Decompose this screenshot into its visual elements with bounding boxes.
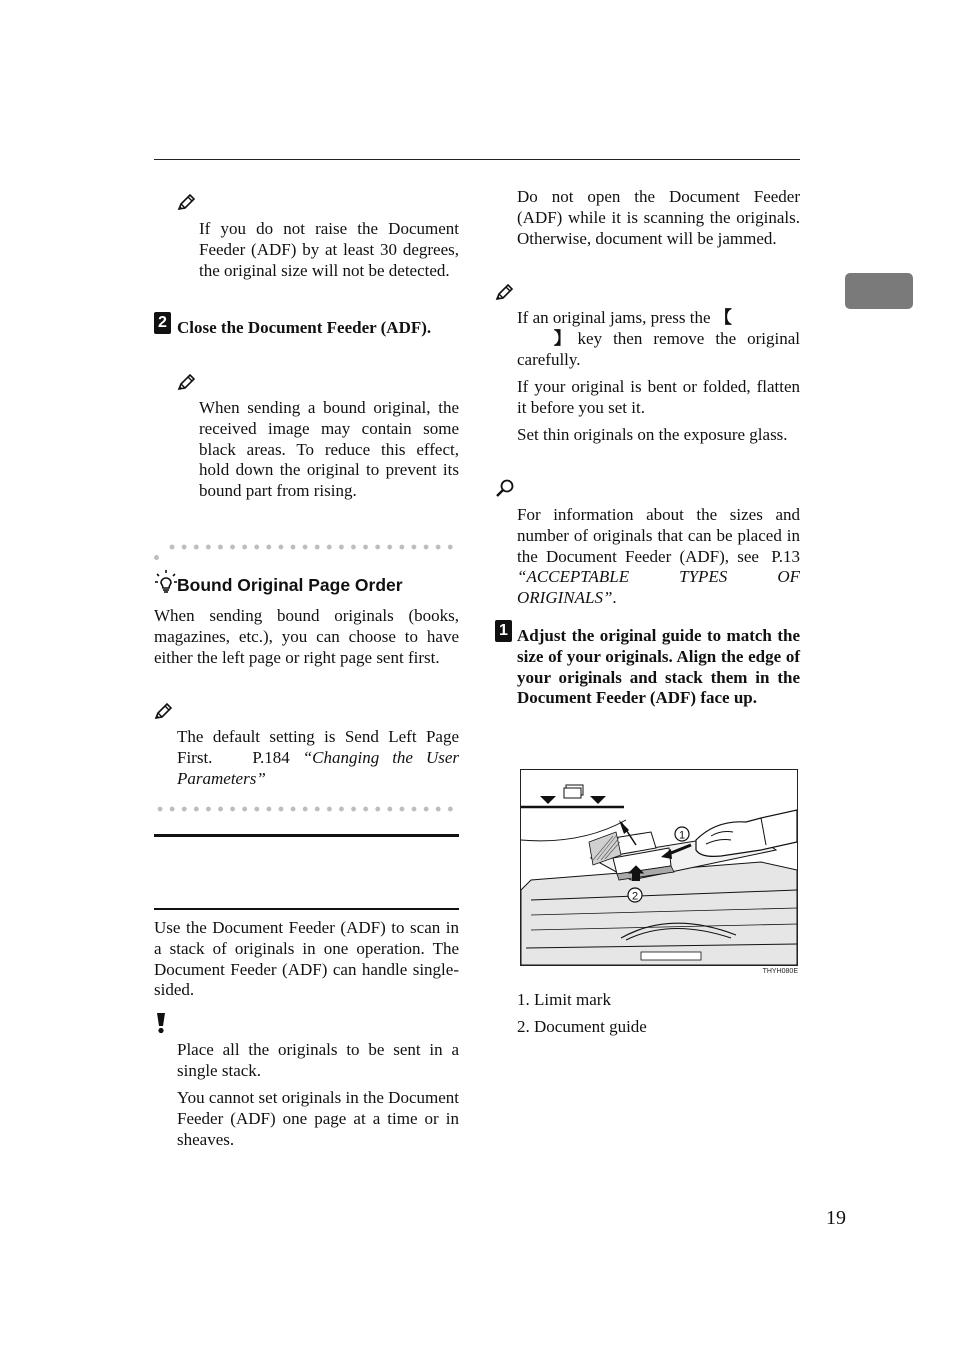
legend-item: 2. Document guide <box>517 1017 647 1036</box>
limitation-icon <box>154 1012 168 1034</box>
reference-text: For information about the sizes and number of originals that can be placed in the Document Feeder (ADF), see P.13 “ACCEPTABLE TYPES OF ORIGINALS”. <box>517 505 801 608</box>
note-pencil-icon <box>177 374 195 391</box>
adf-drawing <box>521 770 797 965</box>
tip-note <box>177 727 459 789</box>
tip-body: When sending bound originals (books, magazines, etc.), you can choose to have either the left page or right page sent first. <box>154 606 459 667</box>
callout-2: 2 <box>631 890 639 903</box>
jam-note-line2 <box>517 329 800 371</box>
note-text: When sending a bound original, the received image may contain some black areas. To reduce this effect, hold down the original to prevent its bound part from rising. <box>199 398 459 501</box>
note-text: If your original is bent or folded, flatten it before you set it. <box>517 377 800 417</box>
page-ref: P.13 <box>771 546 801 566</box>
page-ref: P.184 <box>252 747 290 767</box>
step-instruction: Close the Document Feeder (ADF). <box>177 318 432 337</box>
tip-bottom-border <box>154 806 459 812</box>
jam-note-line1 <box>517 308 800 329</box>
figure-code: THYH080E <box>762 968 798 975</box>
tip-note-text: The default setting is Send Left Page First. <box>177 727 459 767</box>
key-bracket-close-icon: 】 <box>547 329 578 348</box>
header-rule <box>154 159 800 160</box>
note-pencil-icon <box>495 284 513 301</box>
tip-lightbulb-icon <box>154 569 178 595</box>
important-text: Do not open the Document Feeder (ADF) while it is scanning the originals. Otherwise, document will be jammed. <box>517 187 800 248</box>
reference-magnifier-icon <box>495 478 515 498</box>
step-number: 2 <box>154 312 171 334</box>
key-bracket-open-icon: 【 <box>714 308 732 327</box>
section-rule-bottom <box>154 908 459 910</box>
jam-note-start: If an original jams, press the <box>517 308 711 327</box>
note-text: If you do not raise the Document Feeder (ADF) by at least 30 degrees, the original size will not be detected. <box>199 219 459 280</box>
section-rule-top <box>154 834 459 837</box>
jam-note-end: key then remove the original carefully. <box>517 329 801 369</box>
cross-reference-link[interactable]: “Changing the User Parameters” <box>177 747 460 788</box>
tip-top-border <box>166 544 459 550</box>
chapter-tab <box>845 273 913 309</box>
step-instruction: Adjust the original guide to match the size of your originals. Align the edge of your originals and stack them in the Document Feeder (ADF) face up. <box>517 626 800 708</box>
page-number: 19 <box>826 1207 846 1229</box>
tip-title: Bound Original Page Order <box>177 575 403 595</box>
cross-reference-link[interactable]: “ACCEPTABLE TYPES OF ORIGINALS” <box>517 567 800 608</box>
limitation-text: You cannot set originals in the Document Feeder (ADF) one page at a time or in sheaves. <box>177 1088 459 1149</box>
adf-illustration <box>520 769 798 966</box>
note-pencil-icon <box>177 194 195 211</box>
step-number: 1 <box>495 620 512 642</box>
callout-1: 1 <box>678 829 686 842</box>
note-pencil-icon <box>154 703 172 720</box>
tip-corner-dot <box>154 555 159 560</box>
limitation-text: Place all the originals to be sent in a single stack. <box>177 1040 459 1080</box>
reference-body: For information about the sizes and number of originals that can be placed in the Document Feeder (ADF), see <box>517 505 800 566</box>
legend-item: 1. Limit mark <box>517 990 611 1009</box>
section-body: Use the Document Feeder (ADF) to scan in a stack of originals in one operation. The Document Feeder (ADF) can handle single-sided. <box>154 918 459 1000</box>
note-text: Set thin originals on the exposure glass. <box>517 425 788 444</box>
